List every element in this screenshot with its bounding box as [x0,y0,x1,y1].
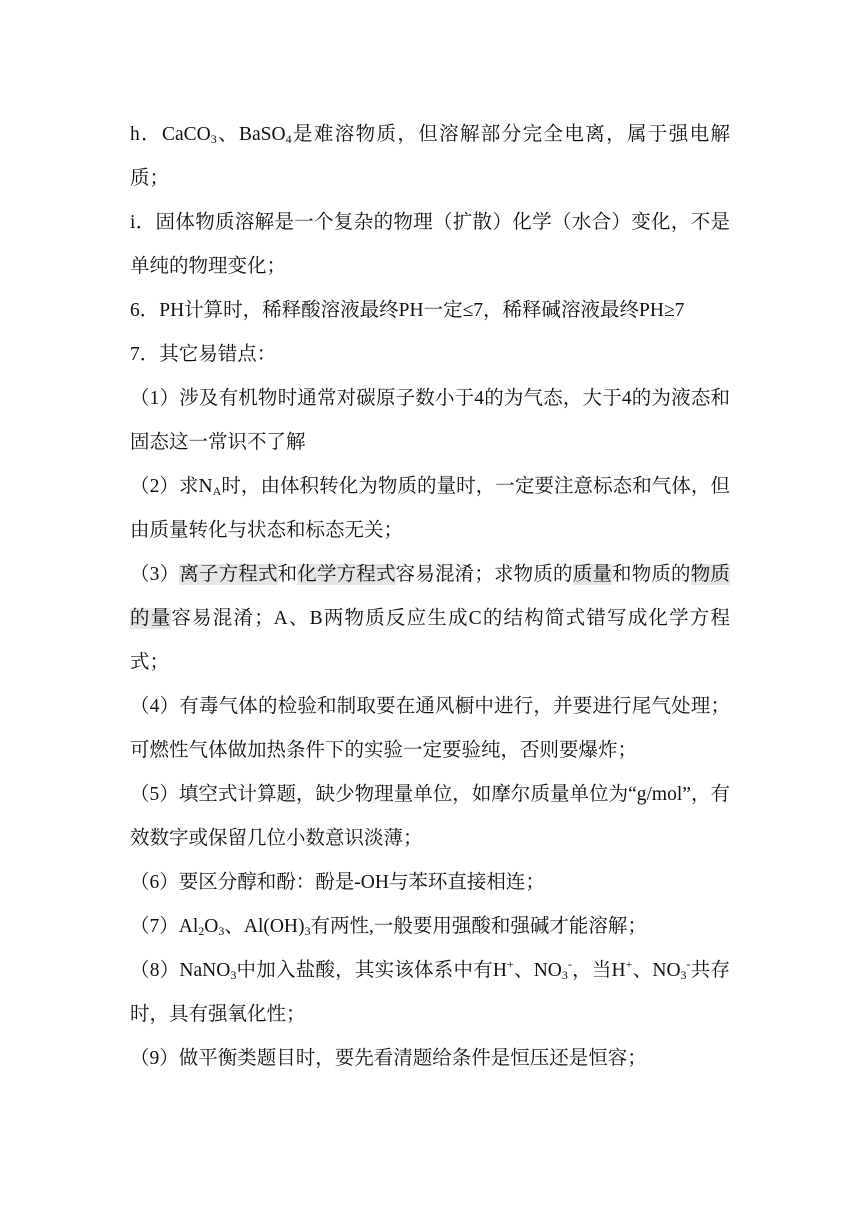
highlighted-term: 物质的量 [130,564,730,629]
text-run: 、NO [513,960,562,981]
error-item-7 [130,905,730,949]
subscript: 3 [680,968,687,982]
error-item-5: （5）填空式计算题，缺少物理量单位，如摩尔质量单位为“g/mol”，有效数字或保留几位小数意识淡薄； [130,784,730,849]
highlighted-term: 离子方程式 [179,564,278,585]
error-item-4: （4）有毒气体的检验和制取要在通风橱中进行，并要进行尾气处理；可燃性气体做加热条件下的实验一定要验纯，否则要爆炸； [130,696,730,761]
text-run: （7）Al [130,916,199,937]
paragraph-6: 6．PH计算时，稀释酸溶液最终PH一定≤7，稀释碱溶液最终PH≥7 [130,300,685,321]
superscript: + [507,957,514,971]
paragraph-7: 7．其它易错点： [130,344,277,365]
text-run: 、Al(OH) [224,916,305,937]
superscript: - [686,957,691,971]
text-run: （3） [130,564,180,585]
text-run: 、BaSO [216,124,286,145]
subscript: 3 [210,132,217,146]
text-run: 容易混淆；A、B两物质反应生成C的结构简式错写成化学方程式； [130,608,730,673]
error-item-9: （9）做平衡类题目时，要先看清题给条件是恒压还是恒容； [130,1048,647,1069]
subscript: 3 [304,924,311,938]
text-run: 有两性,一般要用强酸和强碱才能溶解； [310,916,647,937]
error-item-6: （6）要区分醇和酚：酚是-OH与苯环直接相连； [130,872,545,893]
highlighted-term: 化学方程式 [297,564,396,585]
error-item-1: （1）涉及有机物时通常对碳原子数小于4的为气态，大于4的为液态和固态这一常识不了解 [130,388,730,453]
subscript: 3 [561,968,568,982]
text-run: 中加入盐酸，其实该体系中有H [236,960,507,981]
subscript: A [212,484,222,498]
subscript: 2 [198,924,205,938]
text-run: ，当H [571,960,626,981]
text-run: 时，由体积转化为物质的量时，一定要注意标态和气体，但由质量转化与状态和标态无关； [130,476,730,541]
text-run: 和 [277,564,298,585]
error-item-3 [130,553,730,685]
text-run: 、NO [632,960,681,981]
text-run: 共存时，具有强氧化性； [130,960,730,1025]
document-body [130,113,730,1081]
subscript: 3 [218,924,225,938]
error-item-8 [130,949,730,1037]
text-run: h．CaCO [130,124,211,145]
text-run: （8）NaNO [130,960,231,981]
superscript: - [567,957,572,971]
paragraph-i: i．固体物质溶解是一个复杂的物理（扩散）化学（水合）变化，不是单纯的物理变化； [130,212,730,277]
error-item-2 [130,465,730,553]
text-run: 是难溶物质，但溶解部分完全电离，属于强电解质； [130,124,730,189]
highlighted-term: 质量 [572,564,613,585]
paragraph-h [130,113,730,201]
subscript: 3 [230,968,237,982]
text-run: 容易混淆；求物质的 [395,564,573,585]
text-run: （2）求N [130,476,213,497]
text-run: O [204,916,219,937]
superscript: + [625,957,633,971]
subscript: 4 [285,132,292,146]
text-run: 和物质的 [612,564,691,585]
